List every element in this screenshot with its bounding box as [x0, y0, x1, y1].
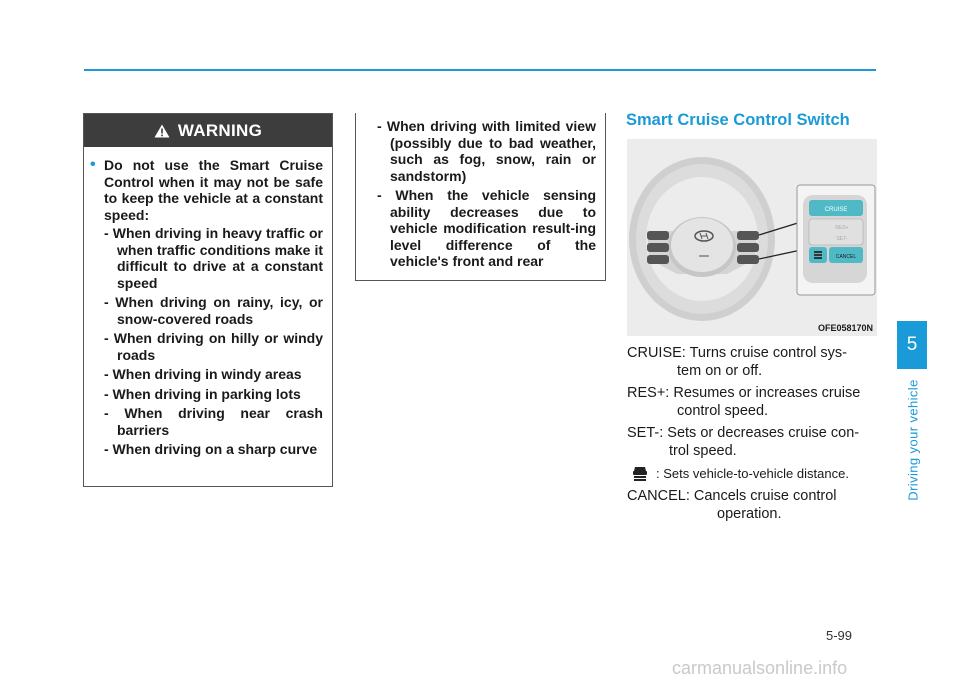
warning-title: WARNING — [177, 120, 263, 140]
warning-item: - When driving in parking lots — [104, 385, 301, 402]
warning-lead — [90, 156, 323, 223]
cruise-label: CRUISE — [824, 207, 848, 213]
warning-triangle-icon — [154, 124, 170, 138]
desc-term: RES+: — [627, 385, 670, 401]
desc-text-cont: operation. — [717, 505, 782, 522]
warning-item: - When driving on a sharp curve — [104, 441, 318, 457]
chapter-tab: 5 — [897, 321, 927, 369]
desc-res — [627, 385, 877, 420]
watermark[interactable]: carmanualsonline.info — [672, 658, 848, 678]
vehicle-distance-icon — [630, 465, 650, 483]
warning-header — [84, 114, 332, 147]
desc-term: CRUISE: — [627, 345, 686, 361]
steering-wheel-illustration — [627, 139, 877, 336]
warning-continued-box — [355, 113, 606, 281]
desc-text-cont: trol speed. — [669, 442, 737, 459]
desc-set — [627, 425, 877, 460]
desc-text-cont: control speed. — [677, 402, 769, 419]
chapter-label — [904, 380, 922, 500]
set-label: SET- — [836, 236, 848, 242]
page-number: 5-99 — [826, 628, 853, 643]
warning-item: - When driving in heavy traffic or when traffic conditions make it difficult to drive at a constant speed — [104, 225, 323, 291]
section-title: Smart Cruise Control Switch — [626, 111, 850, 129]
warning-item: - When driving on hilly or windy roads — [104, 330, 323, 363]
res-label: RES+ — [835, 225, 849, 231]
desc-text: Resumes or increases cruise — [673, 385, 861, 401]
desc-text: Cancels cruise control — [693, 488, 837, 504]
desc-term: SET-: — [627, 425, 664, 441]
warning-item: - When driving with limited view (possibly due to bad weather, such as fog, snow, rain or sandstorm) — [377, 118, 596, 184]
warning-item: - When driving near crash barriers — [104, 405, 323, 438]
warning-lead-text: Do not use the Smart Cruise Control when it may not be safe to keep the vehicle at a constant speed: — [104, 157, 323, 223]
switch-descriptions — [627, 345, 877, 528]
desc-distance — [627, 465, 877, 483]
figure-code: OFE058170N — [817, 323, 873, 333]
desc-text: Turns cruise control sys- — [689, 345, 847, 361]
desc-distance-text: : Sets vehicle-to-vehicle distance. — [656, 466, 849, 482]
warning-item: - When driving in windy areas — [104, 366, 302, 382]
desc-text: Sets or decreases cruise con- — [667, 425, 860, 441]
desc-cancel — [627, 488, 877, 523]
warning-body — [84, 147, 332, 458]
desc-term: CANCEL: — [627, 488, 690, 504]
desc-text-cont: tem on or off. — [677, 362, 763, 379]
cancel-label: CANCEL — [835, 254, 857, 260]
desc-cruise — [627, 345, 877, 380]
warning-item: - When driving on rainy, icy, or snow-covered roads — [104, 294, 323, 327]
chapter-label-text: Driving your vehicle — [905, 379, 921, 501]
warning-item: - When the vehicle sensing ability decreases due to vehicle modification result-ing level difference of the vehicle's front and rear — [377, 187, 596, 269]
warning-box — [83, 113, 333, 487]
steering-wheel-figure — [627, 139, 877, 336]
warning-continued-body — [356, 113, 605, 270]
bullet-icon: • — [90, 156, 96, 173]
top-rule — [84, 69, 876, 71]
